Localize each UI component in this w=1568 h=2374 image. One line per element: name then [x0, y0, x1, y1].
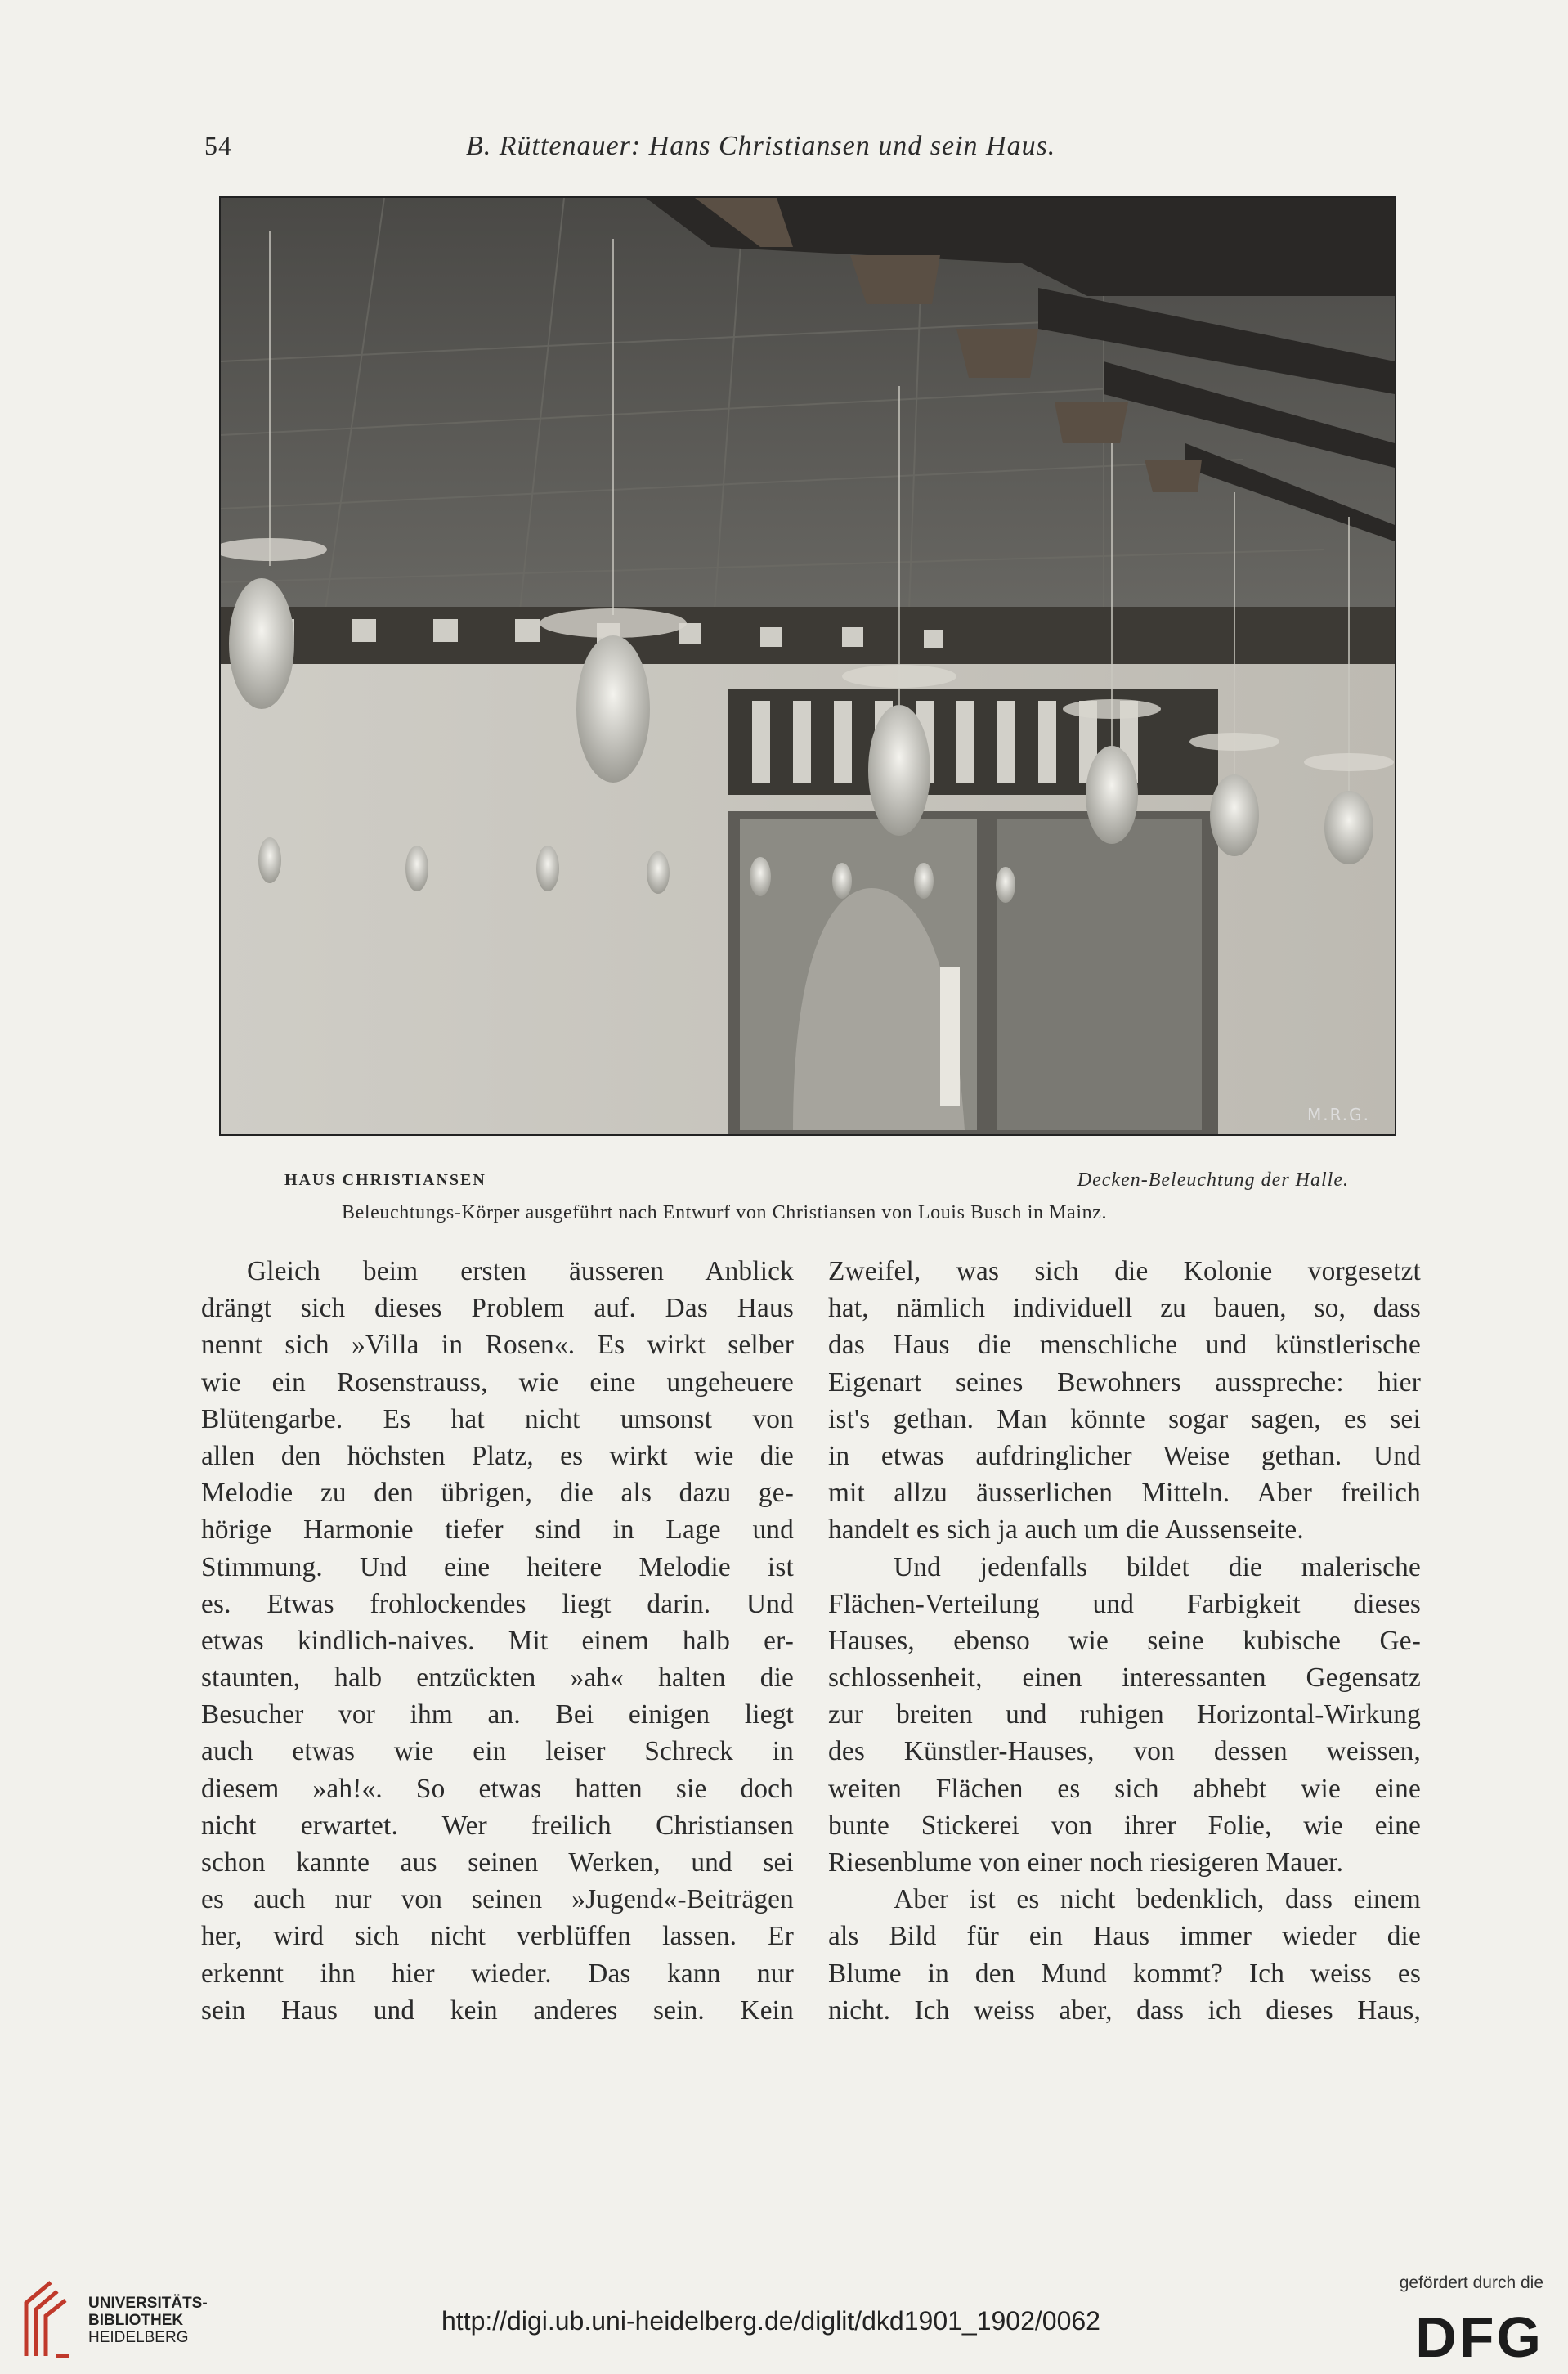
text-line: Hauses, ebenso wie seine kubische Ge- [828, 1625, 1421, 1656]
text-line: erkennt ihn hier wieder. Das kann nur [201, 1958, 794, 1989]
text-line: Gleich beim ersten äusseren Anblick [247, 1256, 794, 1286]
running-title: B. Rüttenauer: Hans Christiansen und sein Haus. [466, 131, 1056, 161]
text-line: Blütengarbe. Es hat nicht umsonst von [201, 1403, 794, 1434]
text-line: wie ein Rosenstrauss, wie eine ungeheuere [201, 1367, 794, 1398]
library-name [88, 2295, 208, 2346]
funded-by-label: gefördert durch die [1399, 2273, 1543, 2292]
text-line: hörige Harmonie tiefer sind in Lage und [201, 1515, 794, 1546]
text-line: es auch nur von seinen »Jugend«-Beiträgen [201, 1884, 794, 1915]
text-line: des Künstler-Hauses, von dessen weissen, [828, 1736, 1421, 1767]
caption-title: Decken-Beleuchtung der Halle. [1077, 1169, 1349, 1191]
library-line: BIBLIOTHEK [88, 2312, 184, 2329]
text-line: Eigenart seines Bewohners ausspreche: hier [828, 1367, 1421, 1398]
text-line: nennt sich »Villa in Rosen«. Es wirkt selber [201, 1330, 794, 1361]
text-line: allen den höchsten Platz, es wirkt wie die [201, 1440, 794, 1471]
text-line: es. Etwas frohlockendes liegt darin. Und [201, 1588, 794, 1619]
ceiling-photograph [219, 196, 1396, 1136]
text-column-right [828, 1253, 1421, 2029]
text-line: das Haus die menschliche und künstlerische [828, 1330, 1421, 1361]
text-line: nicht. Ich weiss aber, dass ich dieses Haus, [828, 1995, 1421, 2026]
text-line: Aber ist es nicht bedenklich, dass einem [894, 1884, 1421, 1915]
text-line: etwas kindlich-naives. Mit einem halb er- [201, 1625, 794, 1656]
text-line: mit allzu äusserlichen Mitteln. Aber freilich [828, 1478, 1421, 1509]
text-line: Melodie zu den übrigen, die als dazu ge- [201, 1478, 794, 1509]
library-line: UNIVERSITÄTS- [88, 2295, 208, 2312]
library-line: HEIDELBERG [88, 2329, 189, 2346]
text-line: diesem »ah!«. So etwas hatten sie doch [201, 1773, 794, 1804]
text-line: ist's gethan. Man könnte sogar sagen, es sei [828, 1403, 1421, 1434]
caption-label: HAUS CHRISTIANSEN [284, 1171, 486, 1189]
text-line: schlossenheit, einen interessanten Gegensatz [828, 1663, 1421, 1694]
text-line: hat, nämlich individuell zu bauen, so, dass [828, 1293, 1421, 1324]
document-url-link[interactable]: http://digi.ub.uni-heidelberg.de/diglit/dkd1901_1902/0062 [441, 2306, 1100, 2336]
page-number: 54 [204, 131, 232, 160]
text-line: Flächen-Verteilung und Farbigkeit dieses [828, 1588, 1421, 1619]
text-line: Und jedenfalls bildet die malerische [894, 1551, 1421, 1582]
text-line: her, wird sich nicht verblüffen lassen. Er [201, 1921, 794, 1952]
text-line: bunte Stickerei von ihrer Folie, wie eine [828, 1810, 1421, 1841]
text-line: Blume in den Mund kommt? Ich weiss es [828, 1958, 1421, 1989]
text-line: zur breiten und ruhigen Horizontal-Wirkung [828, 1699, 1421, 1730]
text-line: drängt sich dieses Problem auf. Das Haus [201, 1293, 794, 1324]
text-line: schon kannte aus seinen Werken, und sei [201, 1847, 794, 1878]
text-line: auch etwas wie ein leiser Schreck in [201, 1736, 794, 1767]
text-column-left [201, 1253, 794, 2029]
text-line: nicht erwartet. Wer freilich Christiansen [201, 1810, 794, 1841]
text-line: staunten, halb entzückten »ah« halten die [201, 1663, 794, 1694]
dfg-logo: DFG [1415, 2305, 1543, 2369]
text-line: Zweifel, was sich die Kolonie vorgesetzt [828, 1256, 1421, 1286]
text-line: sein Haus und kein anderes sein. Kein [201, 1995, 794, 2026]
photo-signature: M.R.G. [1306, 1105, 1370, 1124]
text-line: Stimmung. Und eine heitere Melodie ist [201, 1551, 794, 1582]
text-line: als Bild für ein Haus immer wieder die [828, 1921, 1421, 1952]
text-line: Besucher vor ihm an. Bei einigen liegt [201, 1699, 794, 1730]
text-line: Riesenblume von einer noch riesigeren Mauer. [828, 1847, 1344, 1878]
text-line: in etwas aufdringlicher Weise gethan. Und [828, 1440, 1421, 1471]
caption-credit: Beleuchtungs-Körper ausgeführt nach Entwurf von Christiansen von Louis Busch in Mainz. [342, 1202, 1108, 1223]
university-library-logo-icon [18, 2278, 75, 2360]
page-header [0, 131, 1568, 172]
text-line: weiten Flächen es sich abhebt wie eine [828, 1773, 1421, 1804]
page-footer [0, 2265, 1568, 2374]
text-line: handelt es sich ja auch um die Aussenseite. [828, 1515, 1304, 1546]
